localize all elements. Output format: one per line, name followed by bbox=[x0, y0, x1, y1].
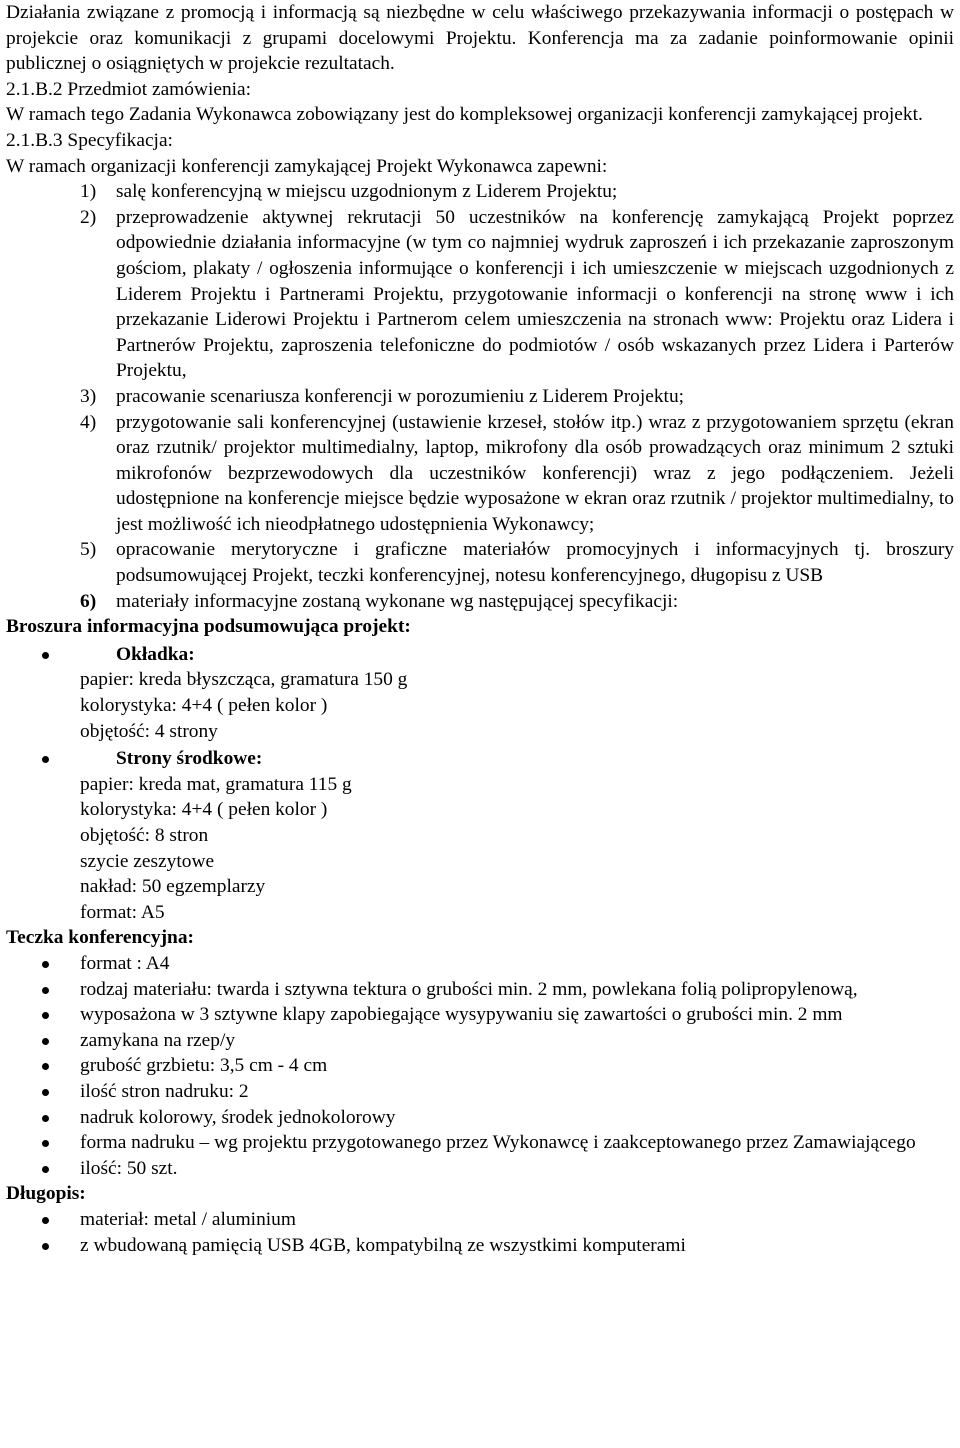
bullet-icon bbox=[42, 756, 49, 763]
teczka-item-text: zamykana na rzep/y bbox=[80, 1029, 236, 1051]
teczka-list bbox=[6, 951, 954, 1181]
teczka-item-text: ilość stron nadruku: 2 bbox=[80, 1080, 249, 1102]
bullet-icon bbox=[42, 1115, 49, 1122]
spec-item-text: pracowanie scenariusza konferencji w porozumieniu z Liderem Projektu; bbox=[116, 385, 685, 407]
teczka-item-text: nadruk kolorowy, środek jednokolorowy bbox=[80, 1106, 396, 1128]
spec-item bbox=[6, 589, 954, 615]
teczka-item-text: grubość grzbietu: 3,5 cm - 4 cm bbox=[80, 1055, 328, 1077]
strony-line: kolorystyka: 4+4 ( pełen kolor ) bbox=[80, 799, 328, 821]
teczka-item bbox=[6, 977, 954, 1003]
dlugopis-item-text: materiał: metal / aluminium bbox=[80, 1208, 296, 1230]
bullet-icon bbox=[42, 1038, 49, 1045]
spec-item bbox=[6, 384, 954, 410]
spec-item-number: 2) bbox=[80, 206, 97, 228]
spec-item bbox=[6, 179, 954, 205]
bullet-icon bbox=[42, 1166, 49, 1173]
dlugopis-list bbox=[6, 1207, 954, 1258]
spec-item-number: 4) bbox=[80, 411, 97, 433]
dlugopis-heading: Długopis: bbox=[6, 1183, 86, 1205]
spec-item bbox=[6, 410, 954, 538]
bullet-icon bbox=[42, 1063, 49, 1070]
spec-item-text: przygotowanie sali konferencyjnej (ustawienie krzeseł, stołów itp.) wraz z przygotowaniem sprzętu (ekran oraz rzutnik/ projektor multimedialny, laptop, mikrofony dla osób prowadzących oraz minimum 2 sztuki mikrofonów bezprzewodowych dla uczestników konferencji) wraz z jego podłączeniem. Jeżeli udostępnione na konferencje miejsce będzie wyposażone w ekran oraz rzutnik / projektor multimedialny, to jest możliwość ich nieodpłatnego udostępnienia Wykonawcy; bbox=[116, 411, 954, 535]
dlugopis-item bbox=[6, 1207, 954, 1233]
teczka-item bbox=[6, 1105, 954, 1131]
section-2-text: W ramach tego Zadania Wykonawca zobowiązany jest do kompleksowej organizacji konferencji zamykającej projekt. bbox=[6, 104, 923, 126]
teczka-item-text: wyposażona w 3 sztywne klapy zapobiegające wysypywaniu się zawartości o grubości min. 2 mm bbox=[80, 1004, 843, 1026]
teczka-item bbox=[6, 1002, 954, 1028]
teczka-item bbox=[6, 951, 954, 977]
teczka-item bbox=[6, 1053, 954, 1079]
dlugopis-item-text: z wbudowaną pamięcią USB 4GB, kompatybilną ze wszystkimi komputerami bbox=[80, 1234, 686, 1256]
strony-line: objętość: 8 stron bbox=[80, 825, 209, 846]
spec-item bbox=[6, 205, 954, 384]
strony-line: szycie zeszytowe bbox=[80, 850, 215, 872]
section-3-lead: W ramach organizacji konferencji zamykającej Projekt Wykonawca zapewni: bbox=[6, 155, 608, 177]
spec-item-text: przeprowadzenie aktywnej rekrutacji 50 uczestników na konferencję zamykającą Projekt poprzez odpowiednie działania informacyjne (w tym co najmniej wydruk zaproszeń i ich przekazanie zaproszonym gościom, plakaty / ogłoszenia informujące o konferencji i ich umieszczenie w miejscach uzgodnionych z Liderem Projektu i Partnerami Projektu, przygotowanie informacji o konferencji na stronę www i ich przekazanie Liderowi Projektu i Partnerom celem umieszczenia na stronach www: Projektu oraz Lidera i Partnerów Projektu, zaproszenia telefoniczne do podmiotów / osób wskazanych przez Lidera i Parterów Projektu, bbox=[116, 206, 954, 382]
spec-item bbox=[6, 537, 954, 588]
strony-line: format: A5 bbox=[80, 901, 165, 923]
teczka-heading: Teczka konferencyjna: bbox=[6, 927, 194, 949]
teczka-item-text: rodzaj materiału: twarda i sztywna tektura o grubości min. 2 mm, powlekana folią polipropylenową, bbox=[80, 978, 858, 1000]
spec-item-text: opracowanie merytoryczne i graficzne materiałów promocyjnych i informacyjnych tj. broszury podsumowującej Projekt, teczki konferencyjnej, notesu konferencyjnego, długopisu z USB bbox=[116, 539, 954, 587]
okladka-heading-label: Okładka: bbox=[116, 643, 195, 665]
bullet-icon bbox=[42, 961, 49, 968]
dlugopis-item bbox=[6, 1233, 954, 1259]
teczka-item bbox=[6, 1156, 954, 1182]
bullet-icon bbox=[42, 652, 49, 659]
specification-list bbox=[6, 179, 954, 614]
bullet-icon bbox=[42, 987, 49, 994]
bullet-icon bbox=[42, 1140, 49, 1147]
spec-item-text: materiały informacyjne zostaną wykonane wg następującej specyfikacji: bbox=[116, 590, 679, 612]
teczka-item-text: format : A4 bbox=[80, 952, 170, 974]
okladka-line: papier: kreda błyszcząca, gramatura 150 g bbox=[80, 669, 408, 691]
okladka-line: kolorystyka: 4+4 ( pełen kolor ) bbox=[80, 695, 328, 717]
bullet-icon bbox=[42, 1089, 49, 1096]
teczka-item-text: ilość: 50 szt. bbox=[80, 1157, 178, 1179]
section-3-heading: 2.1.B.3 Specyfikacja: bbox=[6, 129, 173, 151]
teczka-item bbox=[6, 1130, 954, 1156]
okladka-line: objętość: 4 strony bbox=[80, 720, 218, 742]
teczka-item bbox=[6, 1028, 954, 1054]
broszura-heading: Broszura informacyjna podsumowująca projekt: bbox=[6, 616, 411, 638]
spec-item-number: 5) bbox=[80, 539, 97, 561]
spec-item-number: 6) bbox=[80, 590, 97, 612]
strony-heading bbox=[6, 746, 954, 772]
strony-line: papier: kreda mat, gramatura 115 g bbox=[80, 773, 352, 795]
strony-heading-label: Strony środkowe: bbox=[116, 748, 263, 770]
spec-item-text: salę konferencyjną w miejscu uzgodnionym z Liderem Projektu; bbox=[116, 181, 618, 203]
teczka-item-text: forma nadruku – wg projektu przygotowanego przez Wykonawcę i zaakceptowanego przez Zamawiającego bbox=[80, 1132, 916, 1154]
bullet-icon bbox=[42, 1217, 49, 1224]
okladka-heading bbox=[6, 642, 954, 668]
bullet-icon bbox=[42, 1243, 49, 1250]
intro-paragraph: Działania związane z promocją i informacją są niezbędne w celu właściwego przekazywania informacji o postępach w projekcie oraz komunikacji z grupami docelowymi Projektu. Konferencja ma za zadanie poinformowanie opinii publicznej o osiągniętych w projekcie rezultatach. bbox=[6, 2, 954, 75]
strony-line: nakład: 50 egzemplarzy bbox=[80, 876, 266, 898]
spec-item-number: 3) bbox=[80, 385, 97, 407]
teczka-item bbox=[6, 1079, 954, 1105]
spec-item-number: 1) bbox=[80, 181, 97, 203]
section-2-heading: 2.1.B.2 Przedmiot zamówienia: bbox=[6, 78, 252, 100]
bullet-icon bbox=[42, 1012, 49, 1019]
